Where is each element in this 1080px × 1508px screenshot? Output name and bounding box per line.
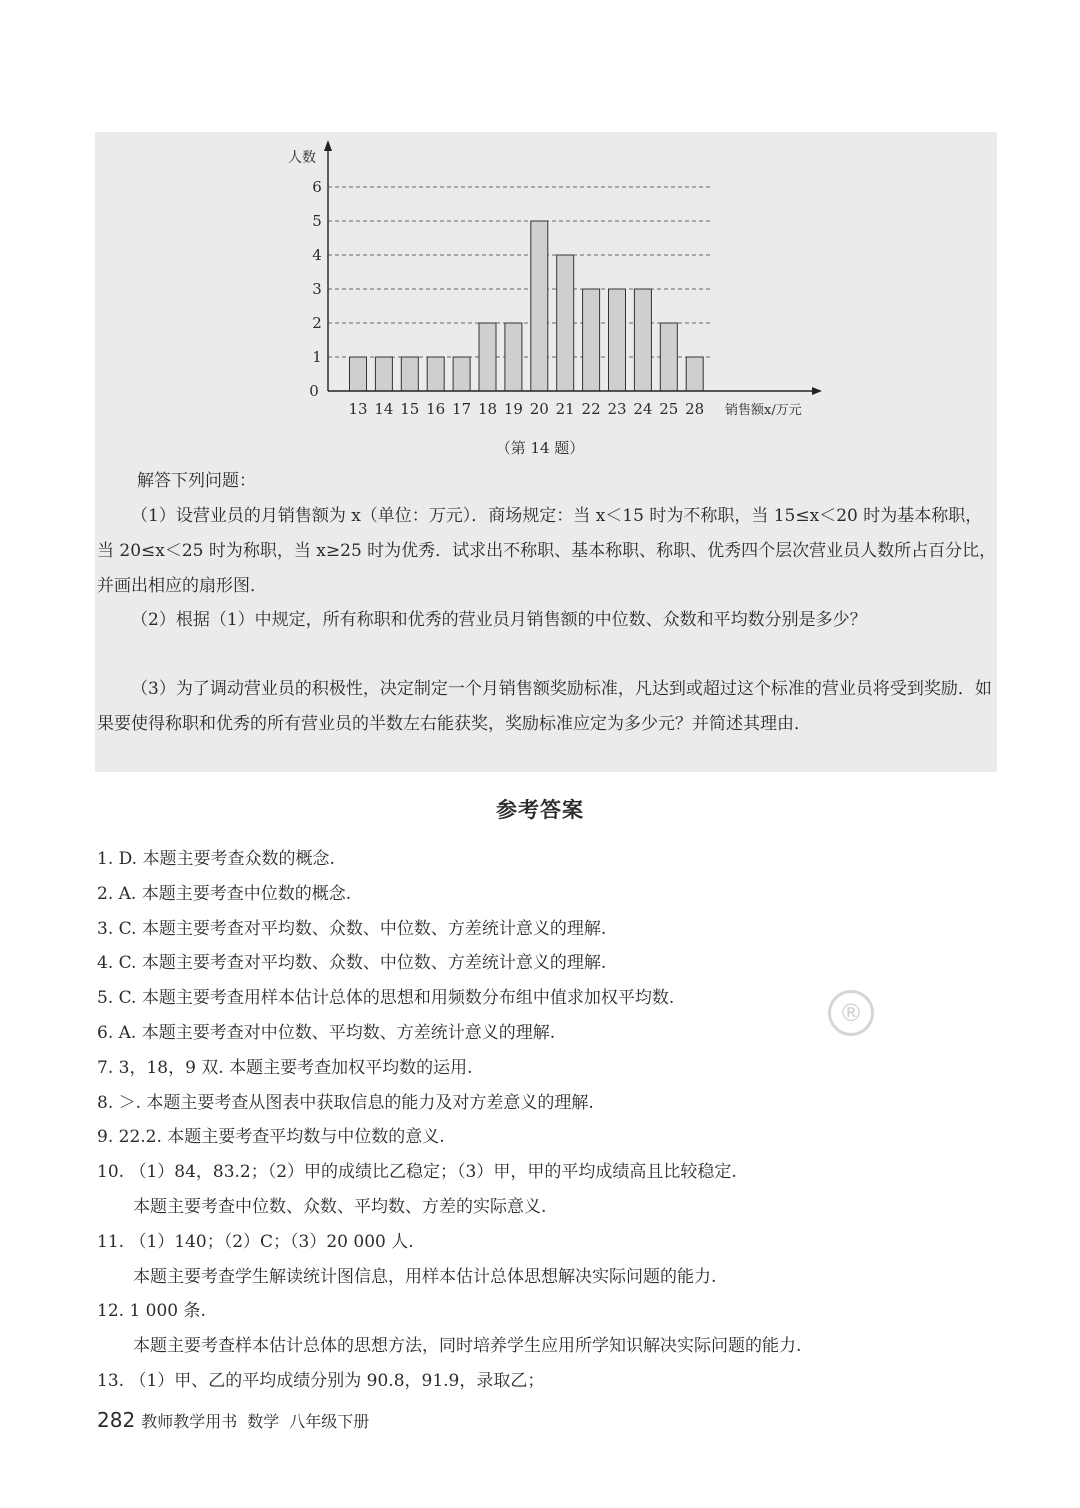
- bar-21: [557, 255, 574, 391]
- question-intro: 解答下列问题：: [137, 471, 256, 491]
- answer-line: 8. ＞. 本题主要考查从图表中获取信息的能力及对方差意义的理解.: [97, 1092, 594, 1113]
- bar-18: [479, 323, 496, 391]
- answer-line: 7. 3，18，9 双. 本题主要考查加权平均数的运用.: [97, 1057, 473, 1078]
- question-1: （1）设营业员的月销售额为 x（单位：万元）．商场规定：当 x＜15 时为不称职，当 15≤x＜20 时为基本称职，当 20≤x＜25 时为称职，当 x≥25 时为优秀．试求出不称职、基本称职、称职、优秀四个层次营业员人数所占百分比，并画出相应的扇形图．: [97, 506, 997, 596]
- answer-line: 4. C. 本题主要考查对平均数、众数、中位数、方差统计意义的理解.: [97, 953, 607, 974]
- x-tick-label: 15: [400, 400, 420, 418]
- answers-title: 参考答案: [496, 797, 584, 822]
- bar-20: [531, 221, 548, 391]
- answer-line: 2. A. 本题主要考查中位数的概念.: [97, 883, 352, 904]
- answer-line: 9. 22.2. 本题主要考查平均数与中位数的意义.: [97, 1127, 445, 1148]
- answer-note: 本题主要考查学生解读统计图信息，用样本估计总体思想解决实际问题的能力.: [133, 1266, 717, 1287]
- question-2: （2）根据（1）中规定，所有称职和优秀的营业员月销售额的中位数、众数和平均数分别是多少？: [131, 610, 867, 630]
- bar-19: [505, 323, 522, 391]
- page-footer: [97, 1408, 379, 1432]
- origin-label: 0: [309, 382, 319, 400]
- x-tick-label: 17: [452, 400, 472, 418]
- x-tick-label: 20: [529, 400, 549, 418]
- answer-note: 本题主要考查样本估计总体的思想方法，同时培养学生应用所学知识解决实际问题的能力.: [133, 1336, 802, 1357]
- bar-22: [583, 289, 600, 391]
- answer-line: 12. 1 000 条.: [97, 1301, 206, 1322]
- bar-25: [660, 323, 677, 391]
- bar-16: [427, 357, 444, 391]
- y-axis-arrow: [324, 140, 332, 151]
- bar-24: [634, 289, 651, 391]
- x-tick-label: 22: [581, 400, 601, 418]
- x-tick-label: 21: [555, 400, 575, 418]
- figure-caption: （第 14 题）: [495, 439, 585, 457]
- answer-line: 3. C. 本题主要考查对平均数、众数、中位数、方差统计意义的理解.: [97, 918, 607, 939]
- x-tick-label: 25: [659, 400, 679, 418]
- answer-line: 11. （1）140；（2）C；（3）20 000 人.: [97, 1231, 414, 1252]
- footer-book: 教师教学用书: [141, 1412, 238, 1431]
- answer-line: 5. C. 本题主要考查用样本估计总体的思想和用频数分布组中值求加权平均数.: [97, 988, 675, 1009]
- histogram-chart: [270, 138, 830, 468]
- y-axis-label: 人数: [288, 150, 316, 166]
- x-tick-label: 24: [633, 400, 653, 418]
- footer-grade: 八年级下册: [289, 1412, 370, 1431]
- bar-15: [401, 357, 418, 391]
- question-3: （3）为了调动营业员的积极性，决定制定一个月销售额奖励标准，凡达到或超过这个标准的营业员将受到奖励．如果要使得称职和优秀的所有营业员的半数左右能获奖，奖励标准应定为多少元？并简述其理由．: [97, 679, 992, 734]
- bar-17: [453, 357, 470, 391]
- x-tick-label: 23: [607, 400, 627, 418]
- y-tick-label: 5: [312, 212, 322, 230]
- page-number: 282: [97, 1408, 136, 1432]
- bar-14: [375, 357, 392, 391]
- answer-line: 13. （1）甲、乙的平均成绩分别为 90.8，91.9，录取乙；: [97, 1370, 545, 1391]
- answer-line: 6. A. 本题主要考查对中位数、平均数、方差统计意义的理解.: [97, 1022, 556, 1043]
- x-tick-label: 18: [477, 400, 498, 418]
- y-tick-label: 6: [312, 178, 322, 196]
- answer-line: 1. D. 本题主要考查众数的概念.: [97, 849, 335, 869]
- answers-list: [97, 842, 997, 1399]
- x-tick-label: 13: [348, 400, 368, 418]
- y-tick-label: 3: [312, 280, 322, 298]
- registered-mark-watermark: ®: [828, 990, 874, 1036]
- bar-13: [350, 357, 367, 391]
- bar-28: [686, 357, 703, 391]
- answer-line: 10. （1）84，83.2；（2）甲的成绩比乙稳定；（3）甲，甲的平均成绩高且比较稳定.: [97, 1162, 737, 1183]
- y-tick-label: 4: [312, 246, 322, 264]
- y-tick-label: 2: [312, 314, 322, 332]
- x-axis-label: 销售额x/万元: [725, 403, 802, 418]
- x-tick-label: 16: [426, 400, 446, 418]
- answer-note: 本题主要考查中位数、众数、平均数、方差的实际意义.: [133, 1196, 547, 1217]
- x-tick-label: 28: [685, 400, 705, 418]
- x-tick-label: 19: [503, 400, 523, 418]
- bar-23: [609, 289, 626, 391]
- x-tick-label: 14: [374, 400, 394, 418]
- footer-subject: 数学: [247, 1412, 280, 1431]
- x-axis-arrow: [812, 387, 822, 395]
- y-tick-label: 1: [312, 348, 322, 366]
